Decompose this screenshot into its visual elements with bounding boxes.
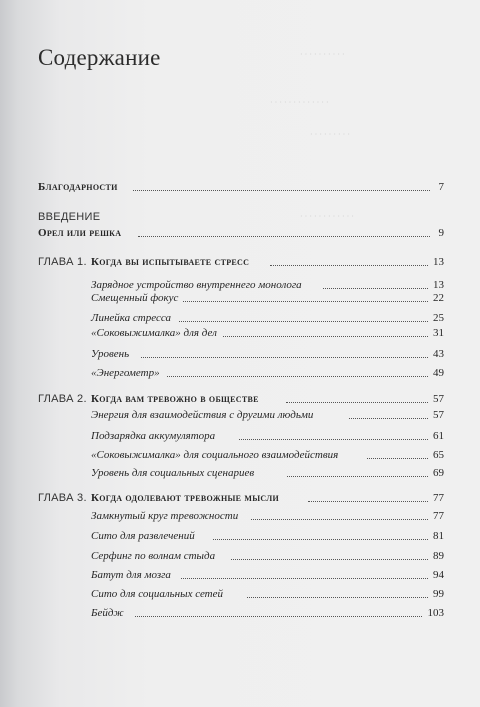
toc-page-number: 99	[433, 588, 444, 600]
toc-page-number: 103	[427, 607, 444, 619]
toc-page-number: 89	[433, 550, 444, 562]
toc-item-text: Энергия для взаимодействия с другими людьми	[91, 409, 314, 421]
toc-page-number: 43	[433, 348, 444, 360]
toc-page-number: 57	[433, 393, 444, 405]
toc-entry-intro[interactable]	[38, 226, 444, 240]
toc-item-text: «Энергометр»	[91, 367, 160, 379]
toc-item[interactable]	[91, 311, 444, 325]
dot-leader	[133, 190, 430, 191]
chapter-title: Когда вы испытываете стресс	[91, 256, 250, 268]
dot-leader	[251, 519, 428, 520]
toc-page-number: 31	[433, 327, 444, 339]
toc-item-text: «Соковыжималка» для социального взаимодействия	[91, 449, 339, 461]
dot-leader	[231, 559, 428, 560]
toc-item[interactable]	[91, 606, 444, 620]
toc-item[interactable]	[91, 291, 444, 305]
toc-item-text: Замкнутый круг тревожности	[91, 510, 239, 522]
toc-item-text: Уровень для социальных сценариев	[91, 467, 255, 479]
toc-page-number: 81	[433, 530, 444, 542]
show-through-text: · · · · · · · · ·	[310, 130, 350, 139]
show-through-text: · · · · · · · · · · · · ·	[270, 98, 329, 107]
dot-leader	[323, 288, 428, 289]
page-title: Содержание	[38, 45, 161, 70]
chapter-label: ГЛАВА 2.	[38, 393, 87, 405]
toc-page-number: 94	[433, 569, 444, 581]
show-through-text: · · · · · · · · · · · ·	[300, 212, 354, 221]
toc-page-number: 25	[433, 312, 444, 324]
toc-page-number: 61	[433, 430, 444, 442]
toc-item-text: Смещенный фокус	[91, 292, 179, 304]
chapter-label: ГЛАВА 1.	[38, 256, 87, 268]
toc-item[interactable]	[91, 326, 444, 340]
dot-leader	[135, 616, 422, 617]
chapter-title: Когда вам тревожно в обществе	[91, 393, 259, 405]
toc-item-text: Уровень	[91, 348, 130, 360]
toc-item[interactable]	[91, 366, 444, 380]
toc-item[interactable]	[91, 278, 444, 292]
toc-page-number: 7	[438, 181, 444, 193]
toc-item-text: Бейдж	[91, 607, 124, 619]
toc-item[interactable]	[91, 429, 444, 443]
toc-chapter-3[interactable]	[38, 491, 444, 505]
dot-leader	[141, 357, 428, 358]
section-label-intro: ВВЕДЕНИЕ	[38, 211, 101, 223]
toc-page-number: 77	[433, 510, 444, 522]
dot-leader	[349, 418, 428, 419]
toc-entry-acknowledgements[interactable]	[38, 180, 444, 194]
toc-page-number: 57	[433, 409, 444, 421]
toc-item[interactable]	[91, 466, 444, 480]
dot-leader	[213, 539, 428, 540]
dot-leader	[179, 321, 428, 322]
toc-chapter-2[interactable]	[38, 392, 444, 406]
toc-item-text: Батут для мозга	[91, 569, 171, 581]
dot-leader	[223, 336, 428, 337]
toc-page-number: 65	[433, 449, 444, 461]
toc-item[interactable]	[91, 568, 444, 582]
toc-item[interactable]	[91, 448, 444, 462]
dot-leader	[367, 458, 428, 459]
toc-page-number: 69	[433, 467, 444, 479]
dot-leader	[181, 578, 428, 579]
toc-page-number: 22	[433, 292, 444, 304]
dot-leader	[167, 376, 428, 377]
toc-entry-text: Благодарности	[38, 181, 118, 193]
dot-leader	[239, 439, 428, 440]
toc-item[interactable]	[91, 549, 444, 563]
dot-leader	[308, 501, 428, 502]
dot-leader	[138, 236, 430, 237]
dot-leader	[270, 265, 428, 266]
toc-item-text: Подзарядка аккумулятора	[91, 430, 216, 442]
toc-page-number: 13	[433, 256, 444, 268]
toc-page-number: 77	[433, 492, 444, 504]
dot-leader	[247, 597, 428, 598]
toc-page-number: 9	[438, 227, 444, 239]
toc-item[interactable]	[91, 529, 444, 543]
toc-item-text: Линейка стресса	[91, 312, 171, 324]
toc-page-number: 49	[433, 367, 444, 379]
dot-leader	[183, 301, 428, 302]
chapter-label: ГЛАВА 3.	[38, 492, 87, 504]
toc-item[interactable]	[91, 408, 444, 422]
toc-chapter-1[interactable]	[38, 255, 444, 269]
toc-page-number: 13	[433, 279, 444, 291]
toc-item[interactable]	[91, 347, 444, 361]
toc-item-text: «Соковыжималка» для дел	[91, 327, 217, 339]
toc-item-text: Сито для социальных сетей	[91, 588, 224, 600]
toc-item[interactable]	[91, 587, 444, 601]
toc-item-text: Зарядное устройство внутреннего монолога	[91, 279, 302, 291]
dot-leader	[286, 402, 428, 403]
dot-leader	[287, 476, 428, 477]
toc-item-text: Серфинг по волнам стыда	[91, 550, 216, 562]
toc-item[interactable]	[91, 509, 444, 523]
toc-item-text: Сито для развлечений	[91, 530, 195, 542]
chapter-title: Когда одолевают тревожные мысли	[91, 492, 280, 504]
show-through-text: · · · · · · · · · ·	[300, 50, 345, 59]
toc-entry-text: Орел или решка	[38, 227, 122, 239]
